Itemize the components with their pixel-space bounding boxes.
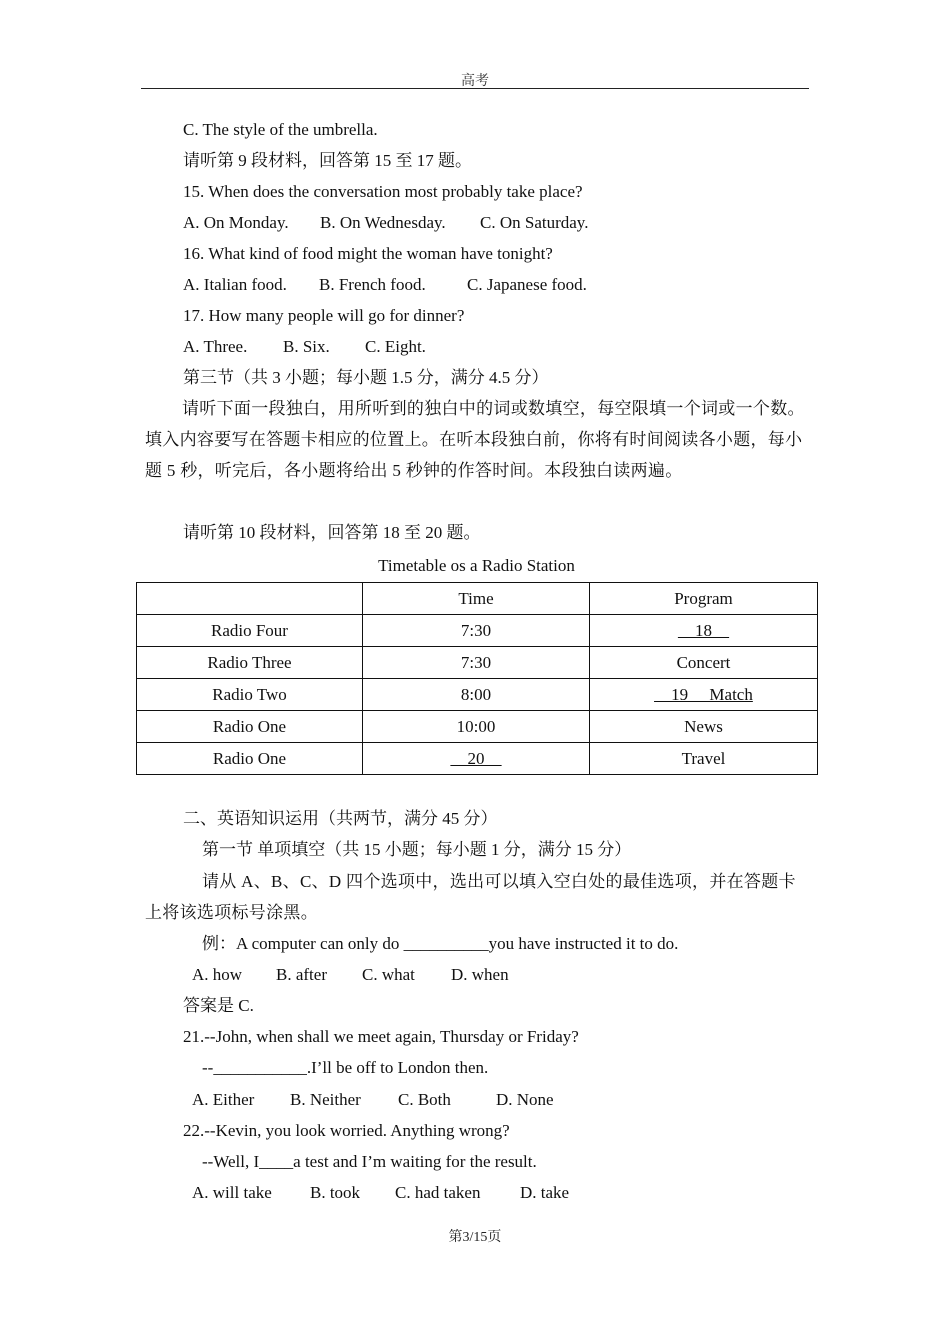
example-question: 例：A computer can only do __________you have instructed it to do. [202,934,679,953]
question-22-options [192,1183,569,1203]
option-b: B. Neither [290,1090,361,1109]
blank-19: __19__ Match [654,684,753,704]
table-cell-blank [590,615,818,647]
option-b: B. French food. [319,275,426,294]
example-options [192,965,509,985]
table-header-row [137,583,818,615]
option-c: C. Eight. [365,337,426,356]
question-17-options [183,337,426,357]
blank-18: __18__ [678,620,729,640]
option-c: C. Japanese food. [467,275,587,294]
table-header-cell: Program [590,583,818,615]
option-a: A. Three. [183,337,248,356]
option-a: A. will take [192,1183,272,1202]
option-a: A. how [192,965,243,984]
table-cell: 7:30 [363,647,590,679]
table-cell: Radio One [137,711,363,743]
question-21-options [192,1090,554,1110]
table-cell-blank [363,743,590,775]
table-row [137,615,818,647]
table-cell-blank [590,679,818,711]
table-cell: Concert [590,647,818,679]
question-17: 17. How many people will go for dinner? [183,306,465,325]
option-line: C. The style of the umbrella. [183,120,378,139]
option-d: D. None [496,1090,554,1109]
question-16: 16. What kind of food might the woman have tonight? [183,244,553,263]
table-cell: Travel [590,743,818,775]
option-b: B. Six. [283,337,330,356]
table-row [137,743,818,775]
table-row [137,647,818,679]
table-header-cell: Time [363,583,590,615]
part-2-instructions: 请从 A、B、C、D 四个选项中，选出可以填入空白处的最佳选项，并在答题卡上将该选项标号涂黑。 [145,872,796,922]
option-a: A. Italian food. [183,275,287,294]
material-10-instruction: 请听第 10 段材料，回答第 18 至 20 题。 [183,523,481,542]
table-cell: 10:00 [363,711,590,743]
question-22: 22.--Kevin, you look worried. Anything wrong? [183,1121,510,1140]
option-c: C. Both [398,1090,451,1109]
table-cell: 7:30 [363,615,590,647]
option-d: D. when [451,965,509,984]
option-b: B. took [310,1183,361,1202]
table-row [137,711,818,743]
option-b: B. On Wednesday. [320,213,446,232]
page-header-title: 高考 [461,74,489,89]
material-instruction: 请听第 9 段材料，回答第 15 至 17 题。 [183,151,472,170]
option-a: A. On Monday. [183,213,289,232]
option-c: C. On Saturday. [480,213,589,232]
table-cell: Radio Two [137,679,363,711]
question-15: 15. When does the conversation most probably take place? [183,182,583,201]
section-3-instructions: 请听下面一段独白，用所听到的独白中的词或数填空，每空限填一个词或一个数。填入内容要写在答题卡相应的位置上。在听本段独白前，你将有时间阅读各小题，每小题 5 秒，听完后，各小题将给出 5 秒钟的作答时间。本段独白读两遍。 [145,399,805,480]
example-answer: 答案是 C. [183,996,254,1015]
section-3-heading: 第三节（共 3 小题；每小题 1.5 分，满分 4.5 分） [183,368,549,387]
timetable [136,582,818,775]
table-cell: Radio Three [137,647,363,679]
blank-20: __20__ [450,748,502,768]
table-cell: Radio Four [137,615,363,647]
table-row [137,679,818,711]
page-number: 第3/15页 [448,1230,502,1245]
header-divider [141,88,809,89]
section-1-heading: 第一节 单项填空（共 15 小题；每小题 1 分，满分 15 分） [202,840,632,859]
option-c: C. had taken [395,1183,481,1202]
question-22-reply: --Well, I____a test and I’m waiting for the result. [202,1152,537,1171]
option-d: D. take [520,1183,570,1202]
table-header-cell [137,583,363,615]
table-cell: News [590,711,818,743]
option-c: C. what [362,965,415,984]
table-cell: 8:00 [363,679,590,711]
question-21-reply: --___________.I’ll be off to London then. [202,1058,489,1077]
timetable-title: Timetable os a Radio Station [378,556,575,575]
part-2-heading: 二、英语知识运用（共两节，满分 45 分） [183,809,498,828]
option-b: B. after [276,965,327,984]
question-15-options [183,213,588,233]
question-16-options [183,275,587,295]
table-cell: Radio One [137,743,363,775]
option-a: A. Either [192,1090,255,1109]
question-21: 21.--John, when shall we meet again, Thursday or Friday? [183,1027,579,1046]
